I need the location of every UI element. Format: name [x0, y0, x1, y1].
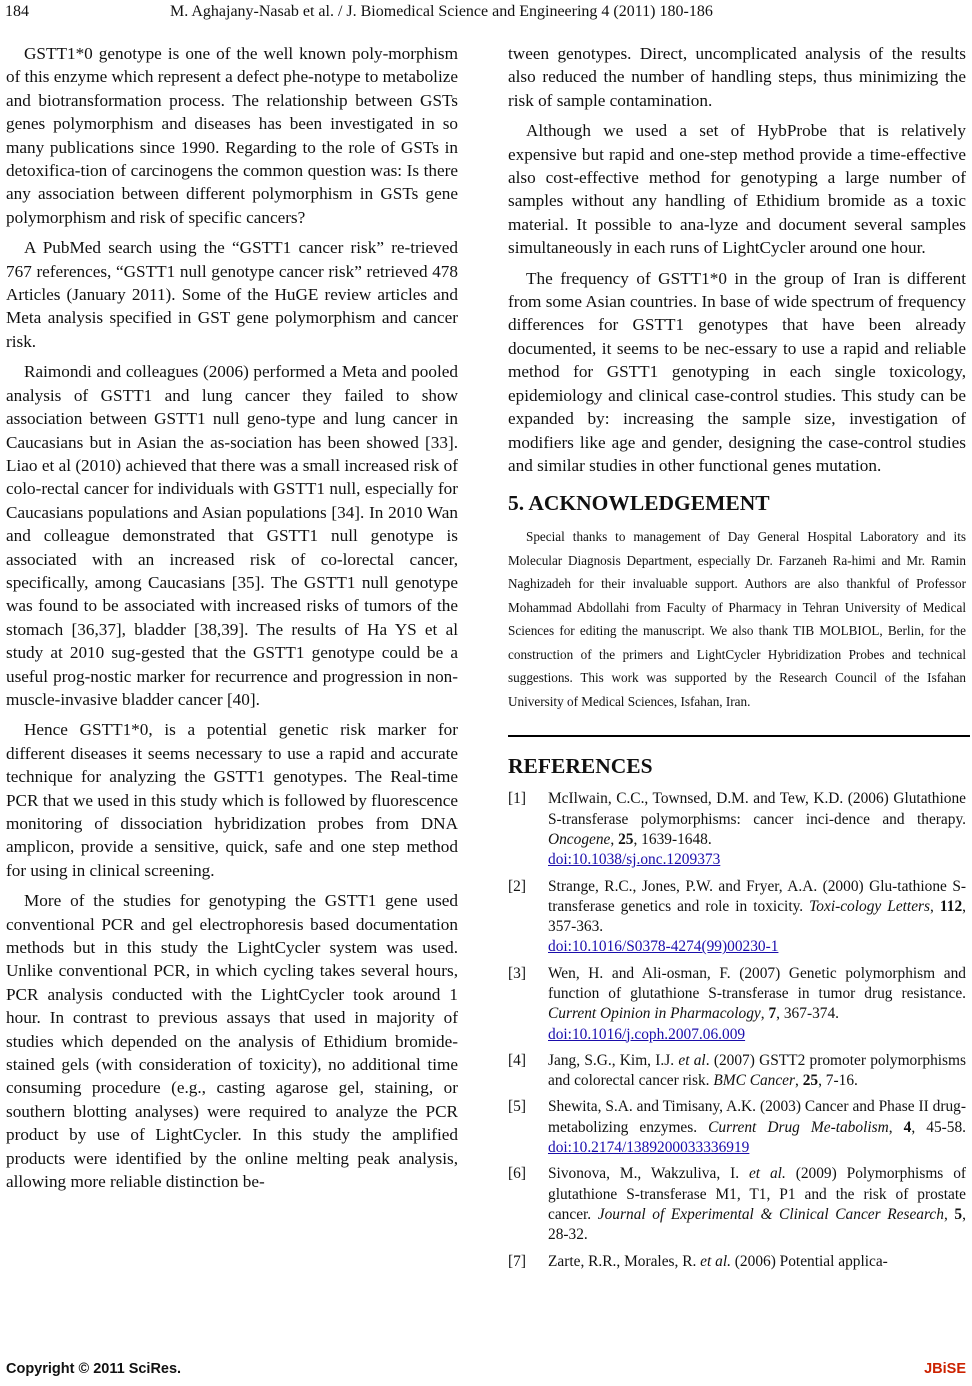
section-heading-acknowledgement: 5. ACKNOWLEDGEMENT: [508, 491, 770, 516]
reference-number: [1]: [508, 790, 526, 808]
reference-number: [4]: [508, 1051, 526, 1069]
reference-pages: , 1639-1648.: [633, 830, 712, 848]
reference-item: [1] McIlwain, C.C., Townsed, D.M. and Tew, K.D. (2006) Glutathione S-transferase polymorphisms: cancer inci-dence and therapy. Oncogene, 25, 1639-1648. doi:10.1038/sj.onc.1209373: [508, 789, 966, 870]
copyright-notice: Copyright © 2011 SciRes.: [6, 1361, 182, 1377]
reference-authors: Shewita, S.A. and Timisany, A.K. (2003) Cancer and Phase II drug-metabolizing enzymes.: [548, 1098, 966, 1136]
running-title: M. Aghajany-Nasab et al. / J. Biomedical Science and Engineering 4 (2011) 180-186: [170, 3, 713, 20]
paragraph: A PubMed search using the “GSTT1 cancer risk” re-trieved 767 references, “GSTT1 null genotype cancer risk” retrieved 478 Articles (January 2011). Some of the HuGE review articles and Meta analysis specified in GST gene polymorphism and cancer risk.: [6, 238, 458, 351]
reference-number: [3]: [508, 964, 526, 982]
reference-et-al: et al.: [748, 1165, 786, 1183]
reference-et-al: et al.: [700, 1252, 731, 1270]
paragraph: Hence GSTT1*0, is a potential genetic risk marker for different diseases it seems necessary to use a rapid and accurate technique for analyzing the GSTT1 genotypes. The Real-time PCR that we used in this study which is followed by fluorescence monitoring of dissociation hybridization probes from DNA amplicon, provide a sensitive, quick, safe and one step method for using in clinical screening.: [6, 720, 458, 880]
reference-number: [6]: [508, 1165, 526, 1183]
reference-item: [3] Wen, H. and Ali-osman, F. (2007) Genetic polymorphism and function of glutathione S-transferase in tumor drug resistance. Current Opinion in Pharmacology, 7, 367-374. doi:10.1016/j.coph.2007.06.009: [508, 964, 966, 1045]
reference-authors: Zarte, R.R., Morales, R.: [548, 1252, 701, 1270]
reference-item: [508, 1252, 966, 1272]
reference-authors: Wen, H. and Ali-osman, F. (2007) Genetic polymorphism and function of glutathione S-transferase in tumor drug resistance.: [548, 964, 966, 1002]
page-number: 184: [5, 3, 29, 20]
page-footer: [0, 1358, 972, 1380]
reference-authors: McIlwain, C.C., Townsed, D.M. and Tew, K.D. (2006) Glutathione S-transferase polymorphisms: cancer inci-dence and therapy.: [548, 790, 966, 828]
reference-volume: 4: [903, 1118, 912, 1136]
journal-abbreviation: JBiSE: [924, 1361, 966, 1377]
page-header: [0, 2, 972, 22]
section-heading-references: REFERENCES: [508, 754, 653, 779]
reference-volume: 25: [618, 830, 634, 848]
paragraph: Although we used a set of HybProbe that is relatively expensive but rapid and one-step method provide a time-effective also cost-effective method for genotyping a large number of samples without any handling of Ethidium bromide as a toxic material. It possible to ana-lyze and document several samples simultaneously in each runs of LightCycler around one hour.: [508, 121, 966, 258]
reference-number: [2]: [508, 877, 526, 895]
reference-number: [5]: [508, 1098, 526, 1116]
reference-authors-cont: (2006) Potential applica-: [730, 1252, 888, 1270]
reference-authors-cont: . (2007) GSTT2 promoter polymorphisms and colorectal cancer risk.: [548, 1051, 966, 1090]
reference-volume: 5: [954, 1205, 963, 1223]
reference-pages: , 357-363.: [548, 897, 967, 936]
right-column: [508, 42, 966, 1278]
reference-journal: Current Opinion in Pharmacology: [548, 1005, 761, 1023]
reference-pages: , 45-58.: [911, 1118, 966, 1136]
paragraph: More of the studies for genotyping the GSTT1 gene used conventional PCR and gel electrophoresis based documentation methods but in this study the LightCycler system was used. Unlike conventional PCR, in which cycling takes several hours, PCR analysis conducted with the LightCycler took around 1 hour. In contrast to previous assays that used in majority of studies which depended on the analysis of Ethidium bromide-stained gels (with consideration of toxicity), no additional time consuming procedure (e.g., casting agarose gel, staining, or southern blotting analyses) were required to analyze the PCR product by use of LightCycler. In this study the amplified products were identified by the online melting peak analysis, allowing more reliable distinction be-: [6, 891, 458, 1192]
section-divider: [508, 735, 970, 737]
reference-item: [2] Strange, R.C., Jones, P.W. and Fryer, A.A. (2000) Glu-tathione S-transferase genetics and role in toxicity. Toxi-cology Letters, 112, 357-363. doi:10.1016/S0378-4274(99)00230-1: [508, 877, 966, 958]
left-column: [6, 42, 458, 1201]
reference-doi-link[interactable]: doi:10.1016/j.coph.2007.06.009: [548, 1025, 746, 1043]
paragraph: The frequency of GSTT1*0 in the group of Iran is different from some Asian countries. In base of wide spectrum of frequency differences for GSTT1 genotypes that have been already documented, it seems to be nec-essary to use a rapid and reliable method for GSTT1 genotyping in each single toxicology, epidemiology and clinical case-control studies. This study can be expanded by: increasing the sample size, investigation of modifiers like age and gender, designing the case-control studies and similar studies in other functional genes mutation.: [508, 268, 966, 475]
reference-journal: BMC Cancer: [713, 1072, 796, 1090]
reference-et-al: et al: [678, 1051, 706, 1069]
reference-journal: Journal of Experimental & Clinical Cancer Research: [597, 1205, 944, 1223]
reference-item: [6] Sivonova, M., Wakzuliva, I. et al. (2009) Polymorphisms of glutathione S-transferase M1, T1, P1 and the risk of prostate cancer. Journal of Experimental & Clinical Cancer Research, 5, 28-32.: [508, 1164, 966, 1245]
reference-volume: 25: [802, 1072, 819, 1090]
reference-volume: 112: [939, 897, 963, 915]
reference-authors: Strange, R.C., Jones, P.W. and Fryer, A.A. (2000) Glu-tathione S-transferase genetics and role in toxicity.: [548, 877, 966, 915]
reference-pages: , 367-374.: [776, 1005, 839, 1023]
reference-pages: , 7-16.: [818, 1072, 858, 1090]
reference-authors-cont: (2009) Polymorphisms of glutathione S-transferase M1, T1, P1 and the risk of prostate cancer.: [548, 1165, 967, 1223]
reference-doi-link[interactable]: doi:10.2174/1389200033336919: [548, 1139, 750, 1157]
paragraph: tween genotypes. Direct, uncomplicated analysis of the results also reduced the number of handling steps, thus minimizing the risk of sample contamination.: [508, 44, 966, 110]
reference-pages: , 28-32.: [548, 1205, 966, 1244]
reference-journal: Oncogene: [548, 830, 611, 848]
reference-item: [5] Shewita, S.A. and Timisany, A.K. (2003) Cancer and Phase II drug-metabolizing enzymes. Current Drug Me-tabolism, 4, 45-58. doi:10.2174/1389200033336919: [508, 1097, 966, 1158]
reference-item: [4] Jang, S.G., Kim, I.J. et al. (2007) GSTT2 promoter polymorphisms and colorectal cancer risk. BMC Cancer, 25, 7-16.: [508, 1051, 966, 1092]
reference-journal: Current Drug Me-tabolism: [708, 1118, 889, 1136]
reference-authors: Jang, S.G., Kim, I.J.: [548, 1051, 679, 1069]
reference-authors: Sivonova, M., Wakzuliva, I.: [548, 1165, 749, 1183]
paragraph: Raimondi and colleagues (2006) performed a Meta and pooled analysis of GSTT1 and lung cancer they failed to show association between GSTT1 null geno-type and lung cancer in Caucasians but in Asian the as-sociation has been showed [33]. Liao et al (2010) achieved that there was a small increased risk of colo-rectal cancer for individuals with GSTT1 null, especially for Caucasians populations and Asian populations [34]. In 2010 Wan and colleague demonstrated that GSTT1 null genotype is associated with an increased risk of co-lorectal cancer, specifically, among Caucasians [35]. The GSTT1 null genotype was found to be associated with increased risks of tumors of the stomach [36,37], bladder [38,39]. The results of Ha YS et al study at 2010 sug-gested that the GSTT1 genotype could be a useful prog-nostic marker for recurrence and progression in non-muscle-invasive bladder cancer [40].: [6, 362, 458, 709]
reference-doi-link[interactable]: doi:10.1016/S0378-4274(99)00230-1: [548, 938, 779, 956]
reference-doi-link[interactable]: doi:10.1038/sj.onc.1209373: [548, 851, 721, 869]
reference-journal: Toxi-cology Letters: [809, 897, 931, 915]
paragraph: GSTT1*0 genotype is one of the well known poly-morphism of this enzyme which represent a defect phe-notype to metabolize and biotransformation process. The relationship between GSTs genes polymorphism and diseases has been investigated in so many publications since 1990. Regarding to the role of GSTs in detoxifica-tion of carcinogens the common question was: Is there any association between different polymorphism in GSTs gene polymorphism and risk of specific cancers?: [6, 44, 458, 227]
reference-list: [508, 789, 966, 1272]
acknowledgement-text: Special thanks to management of Day General Hospital Laboratory and its Molecular Diagnosis Department, especially Dr. Farzaneh Ra-himi and Mr. Ramin Naghizadeh for their invaluable support. Authors are also thankful of Professor Mohammad Abdollahi from Faculty of Pharmacy in Tehran University of Medical Sciences for editing the manuscript. We also thank TIB MOLBIOL, Berlin, for the construction of the primers and LightCycler Hybridization Probes and technical suggestions. This work was supported by the Research Council of the Isfahan University of Medical Sciences, Isfahan, Iran.: [508, 529, 966, 709]
reference-volume: 7: [768, 1005, 777, 1023]
reference-number: [7]: [508, 1252, 526, 1270]
